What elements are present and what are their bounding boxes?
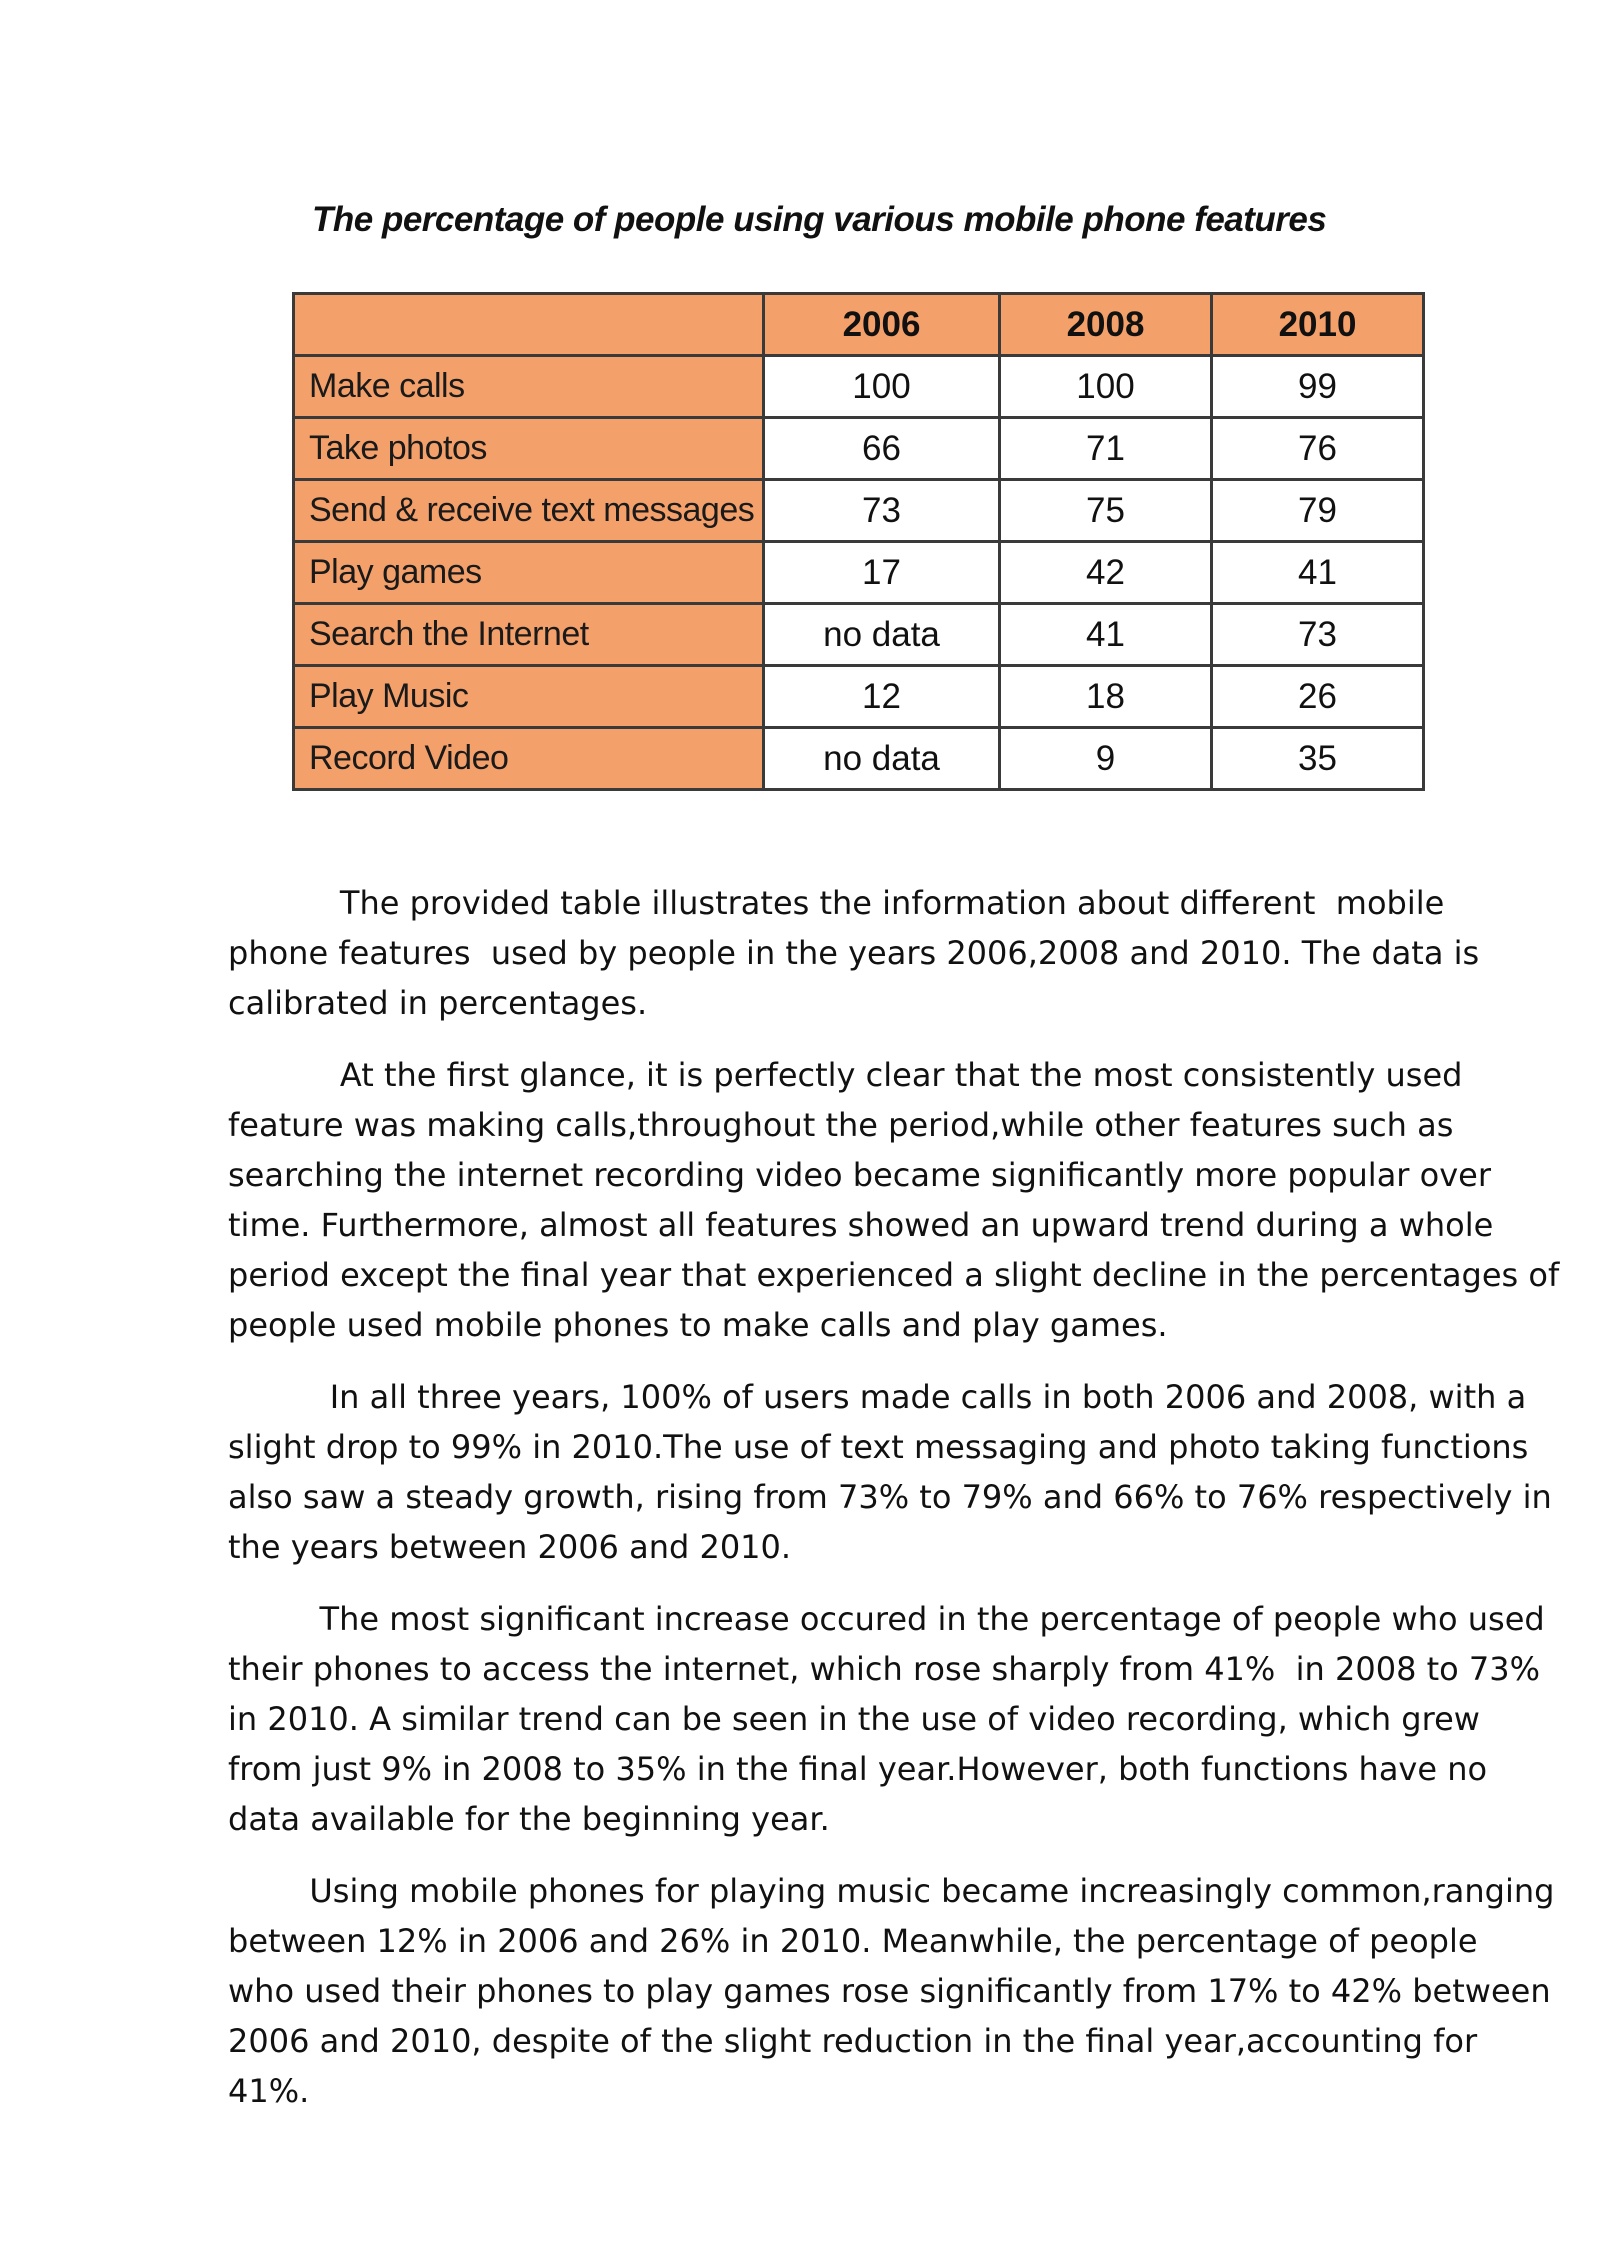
row-label: Send & receive text messages [294, 480, 764, 542]
text-line: from just 9% in 2008 to 35% in the final year.However, both functions have no [228, 1750, 1488, 1788]
table-row [294, 728, 1424, 790]
essay-paragraph [228, 1372, 1552, 1572]
table-cell: 66 [764, 418, 1000, 480]
text-line: data available for the beginning year. [228, 1800, 830, 1838]
table-row [294, 418, 1424, 480]
text-line: 2006 and 2010, despite of the slight reduction in the final year,accounting for [228, 2022, 1478, 2060]
table-cell: 42 [1000, 542, 1212, 604]
table-header-row [294, 294, 1424, 356]
row-label: Record Video [294, 728, 764, 790]
table-cell: 73 [764, 480, 1000, 542]
table-cell: no data [764, 728, 1000, 790]
table-cell: 41 [1000, 604, 1212, 666]
row-label: Search the Internet [294, 604, 764, 666]
text-line: who used their phones to play games rose significantly from 17% to 42% between [228, 1972, 1551, 2010]
text-line: In all three years, 100% of users made calls in both 2006 and 2008, with a [228, 1378, 1527, 1416]
column-header-2010: 2010 [1212, 294, 1424, 356]
table-cell: 75 [1000, 480, 1212, 542]
text-line: phone features used by people in the years 2006,2008 and 2010. The data is [228, 934, 1480, 972]
essay-paragraph [228, 1594, 1545, 1844]
table-cell: 18 [1000, 666, 1212, 728]
table-cell: 26 [1212, 666, 1424, 728]
essay-paragraph [228, 1866, 1555, 2116]
text-line: between 12% in 2006 and 26% in 2010. Meanwhile, the percentage of people [228, 1922, 1478, 1960]
figure-title: The percentage of people using various mobile phone features [312, 200, 1327, 239]
row-label: Play Music [294, 666, 764, 728]
table-cell: 79 [1212, 480, 1424, 542]
table-row [294, 356, 1424, 418]
text-line: The most significant increase occured in the percentage of people who used [228, 1600, 1545, 1638]
text-line: slight drop to 99% in 2010.The use of text messaging and photo taking functions [228, 1428, 1529, 1466]
text-line: 41%. [228, 2072, 310, 2110]
column-header-2008: 2008 [1000, 294, 1212, 356]
table-row [294, 604, 1424, 666]
table-row [294, 666, 1424, 728]
text-line: searching the internet recording video became significantly more popular over [228, 1156, 1491, 1194]
text-line: people used mobile phones to make calls and play games. [228, 1306, 1168, 1344]
features-table [292, 292, 1425, 791]
text-line: their phones to access the internet, which rose sharply from 41% in 2008 to 73% [228, 1650, 1541, 1688]
table-cell: 76 [1212, 418, 1424, 480]
table-cell: 100 [1000, 356, 1212, 418]
text-line: in 2010. A similar trend can be seen in the use of video recording, which grew [228, 1700, 1480, 1738]
table-cell: 12 [764, 666, 1000, 728]
table-cell: 73 [1212, 604, 1424, 666]
essay-paragraph [228, 1050, 1560, 1350]
table-cell: 99 [1212, 356, 1424, 418]
text-line: calibrated in percentages. [228, 984, 648, 1022]
table-row [294, 480, 1424, 542]
table-cell: 35 [1212, 728, 1424, 790]
text-line: The provided table illustrates the information about different mobile [228, 884, 1445, 922]
essay-paragraph [228, 878, 1508, 1028]
table-row [294, 542, 1424, 604]
text-line: Using mobile phones for playing music became increasingly common,ranging [228, 1872, 1555, 1910]
table-corner-cell [294, 294, 764, 356]
row-label: Play games [294, 542, 764, 604]
table-cell: 100 [764, 356, 1000, 418]
text-line: also saw a steady growth, rising from 73% to 79% and 66% to 76% respectively in [228, 1478, 1552, 1516]
text-line: the years between 2006 and 2010. [228, 1528, 792, 1566]
column-header-2006: 2006 [764, 294, 1000, 356]
table-cell: 9 [1000, 728, 1212, 790]
table-cell: 41 [1212, 542, 1424, 604]
text-line: feature was making calls,throughout the period,while other features such as [228, 1106, 1454, 1144]
table-cell: 71 [1000, 418, 1212, 480]
table-cell: no data [764, 604, 1000, 666]
text-line: time. Furthermore, almost all features showed an upward trend during a whole [228, 1206, 1494, 1244]
row-label: Take photos [294, 418, 764, 480]
essay-body [228, 878, 1560, 2138]
table-cell: 17 [764, 542, 1000, 604]
text-line: At the first glance, it is perfectly clear that the most consistently used [228, 1056, 1463, 1094]
text-line: period except the final year that experienced a slight decline in the percentages of [228, 1256, 1560, 1294]
row-label: Make calls [294, 356, 764, 418]
